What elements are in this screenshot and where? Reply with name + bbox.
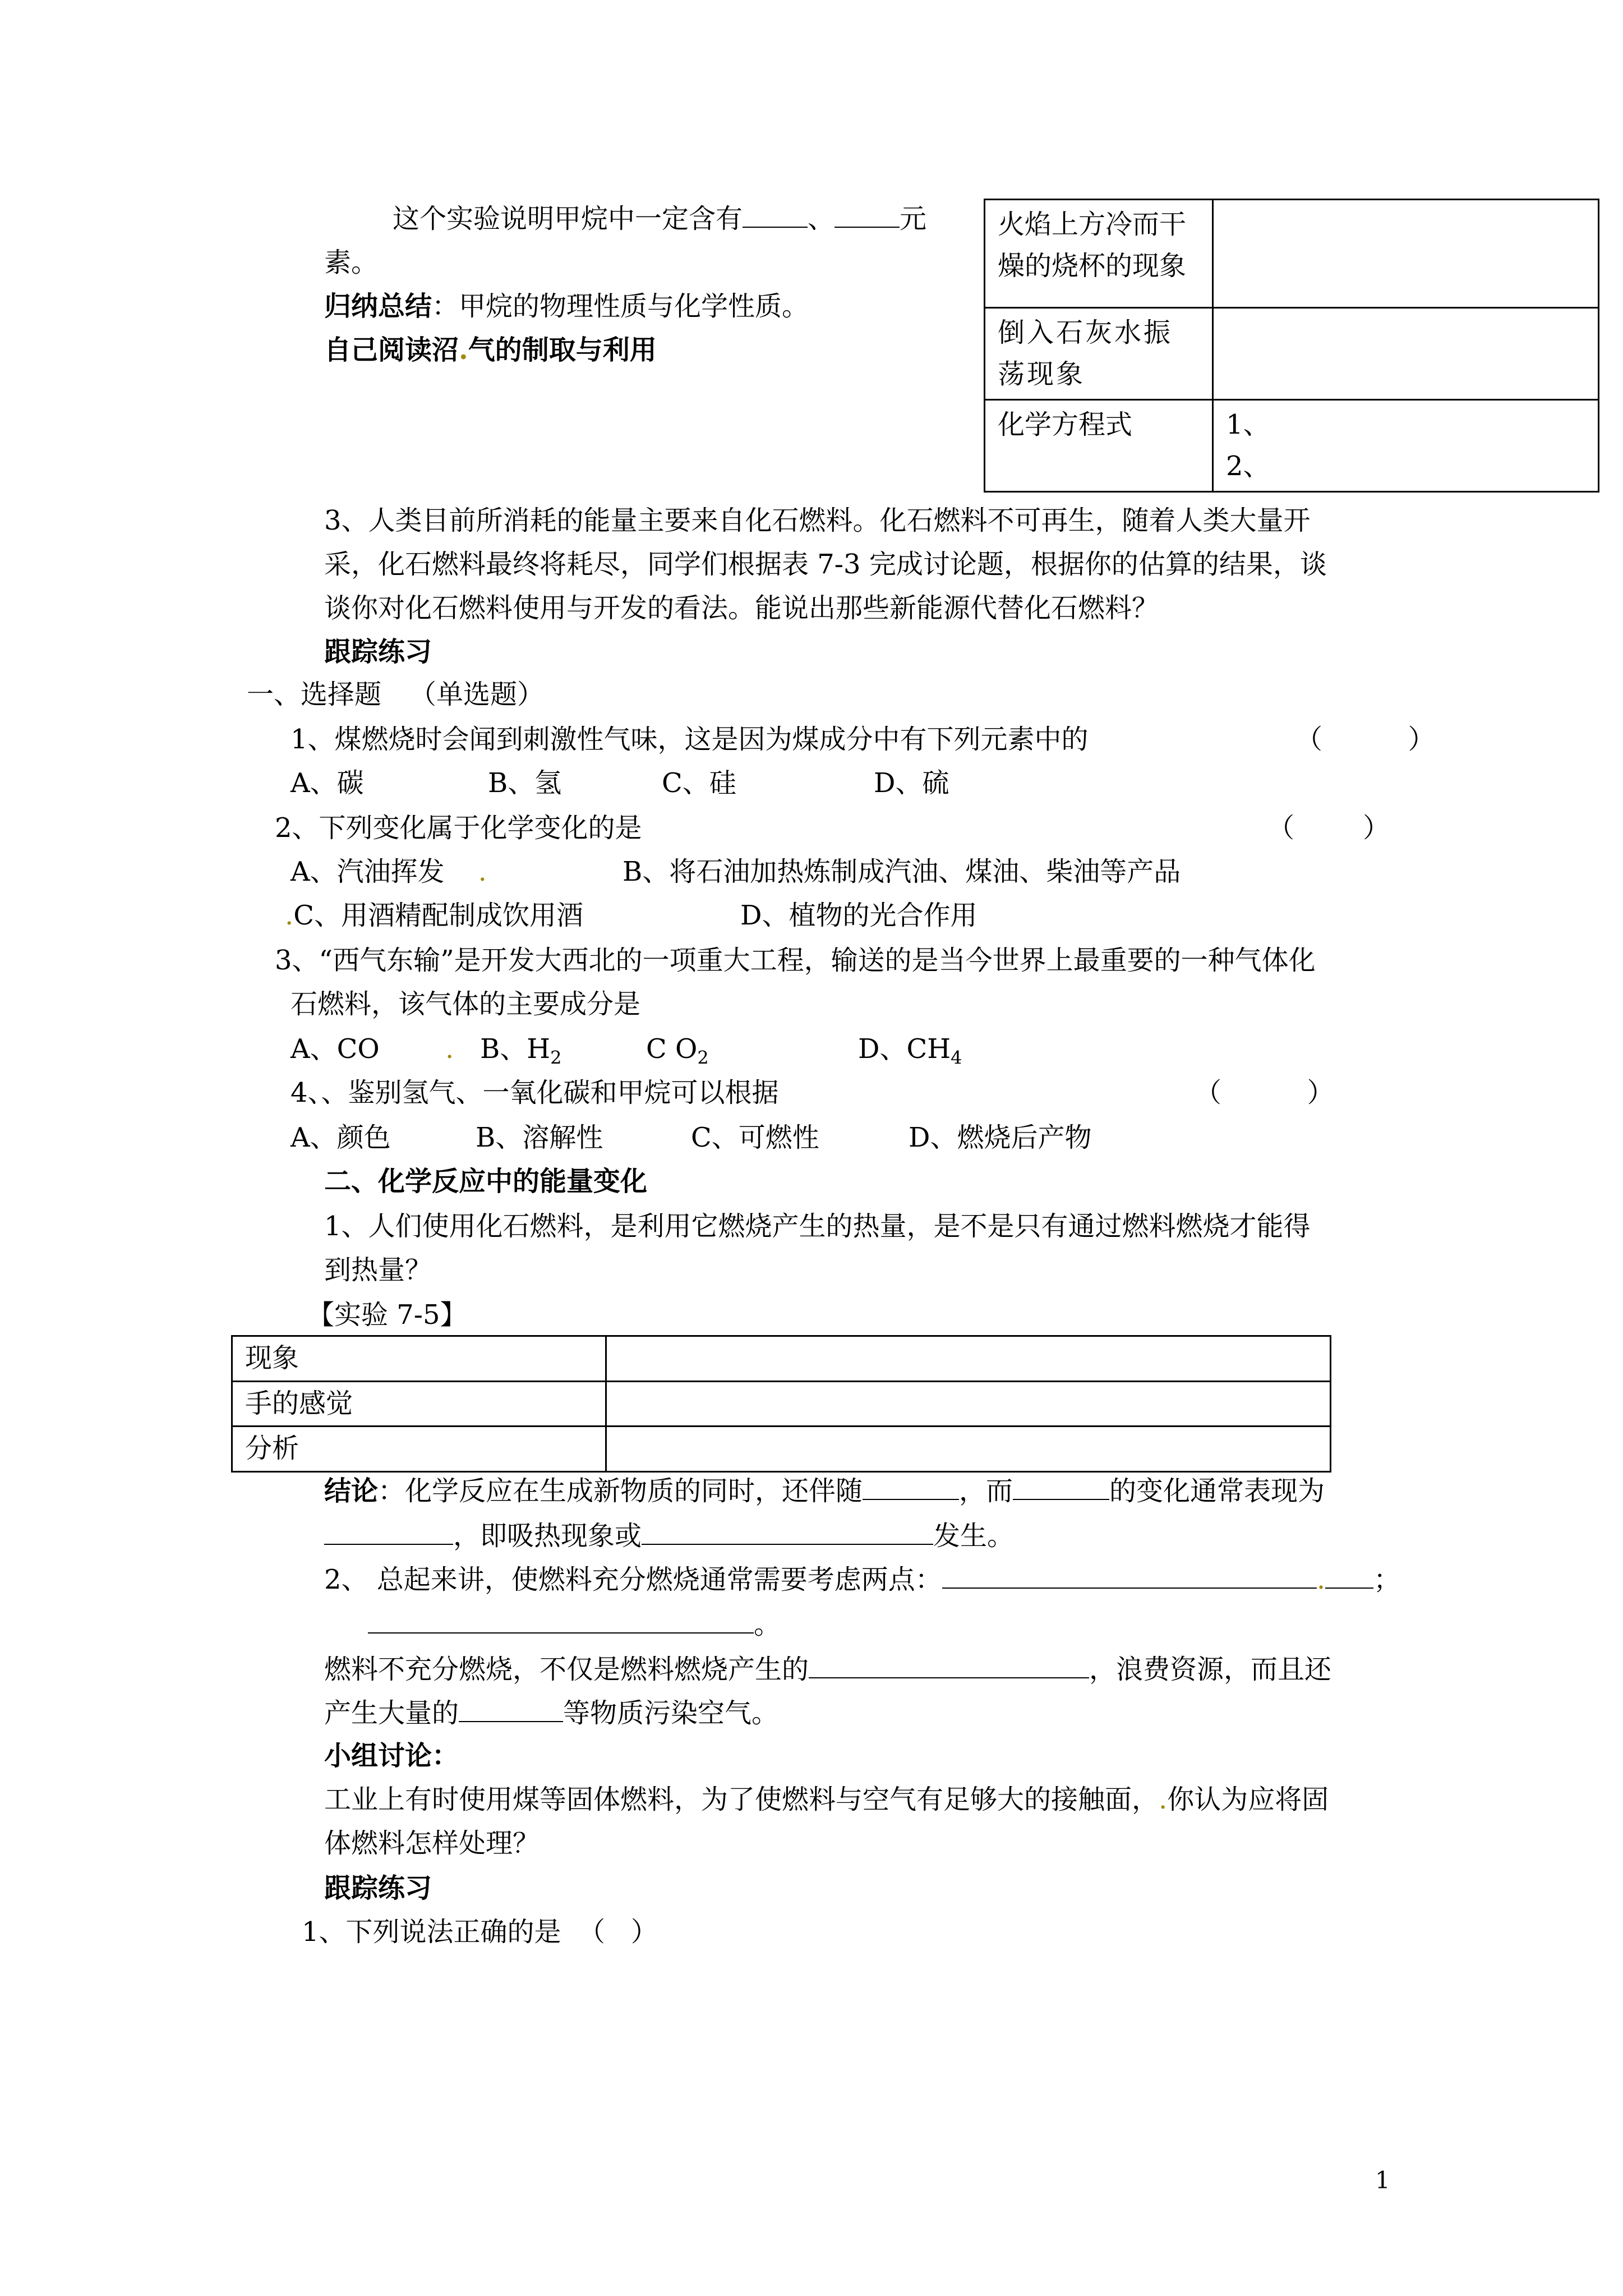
conclusion-e: 发生。: [933, 1520, 1015, 1552]
incomplete-d: 等物质污染空气。: [563, 1697, 779, 1729]
energy-q2-a: 2、 总起来讲，使燃料充分燃烧通常需要考虑两点：: [324, 1564, 942, 1595]
fill-blank[interactable]: [743, 202, 808, 228]
energy-q1-line-2: 到热量？: [324, 1254, 432, 1286]
conclusion-b: ，而: [959, 1475, 1013, 1507]
q2-stem: 2、下列变化属于化学变化的是: [275, 812, 642, 844]
q2-option-d[interactable]: D、植物的光合作用: [740, 900, 978, 931]
fill-blank[interactable]: [1013, 1474, 1109, 1500]
q2-option-b[interactable]: B、将石油加热炼制成汽油、煤油、柴油等产品: [623, 856, 1181, 887]
mc-subtitle: （单选题）: [409, 679, 545, 710]
discussion3-line-1: 3、人类目前所消耗的能量主要来自化石燃料。化石燃料不可再生，随着人类大量开: [324, 505, 1311, 536]
stray-dot: .: [459, 334, 468, 366]
fill-blank[interactable]: [942, 1563, 1317, 1589]
intro-text-2: 元: [900, 203, 927, 234]
q4-option-a[interactable]: A、颜色: [291, 1122, 391, 1153]
incomplete-b: ，浪费资源，而且还: [1089, 1654, 1332, 1685]
stray-dot: .: [445, 1033, 454, 1065]
practice-title-2: 跟踪练习: [324, 1872, 432, 1904]
q3-stem-1: 3、“西气东输”是开发大西北的一项重大工程，输送的是当今世界上最重要的一种气体化: [275, 945, 1316, 976]
table-value[interactable]: [606, 1427, 1331, 1472]
equation-1: 1、: [1226, 408, 1270, 440]
q1-option-a[interactable]: A、碳: [291, 767, 364, 799]
experiment-label: 【实验 7-5】: [307, 1299, 467, 1331]
mc-section-title: [247, 679, 544, 711]
q4-stem: 4、、鉴别氢气、一氧化碳和甲烷可以根据: [291, 1077, 779, 1108]
q4-option-b[interactable]: B、溶解性: [476, 1122, 603, 1153]
q4-answer-bracket[interactable]: （ ）: [1195, 1077, 1334, 1108]
fill-blank[interactable]: [324, 1519, 453, 1545]
incomplete-line-2: [324, 1696, 778, 1730]
fill-blank[interactable]: [368, 1608, 754, 1634]
q3-option-a[interactable]: A、CO: [291, 1033, 380, 1065]
q1-option-d[interactable]: D、硫: [874, 767, 949, 799]
table-label: 倒入石灰水振荡现象: [985, 308, 1213, 400]
discussion3-line-2: 采，化石燃料最终将耗尽，同学们根据表 7-3 完成讨论题，根据你的估算的结果，谈: [324, 549, 1327, 580]
energy-q2-end: 。: [754, 1609, 781, 1640]
conclusion-line-1: [324, 1474, 1325, 1508]
fill-blank[interactable]: [1325, 1563, 1373, 1589]
q2-answer-bracket[interactable]: （ ）: [1267, 812, 1390, 844]
table-row: [985, 308, 1599, 400]
group-title: 小组讨论：: [324, 1740, 459, 1772]
q3-option-b[interactable]: B、$H_2$: [480, 1033, 562, 1069]
q1-option-c[interactable]: C、硅: [662, 767, 736, 799]
table-row: [232, 1381, 1331, 1427]
conclusion-label: 结论: [324, 1475, 379, 1507]
q1-option-b[interactable]: B、氢: [488, 767, 562, 799]
page-number: 1: [1375, 2166, 1390, 2194]
q1-answer-bracket[interactable]: （ ）: [1295, 724, 1435, 755]
q3-option-d[interactable]: D、$CH_4$: [858, 1033, 962, 1069]
conclusion-c: 的变化通常表现为: [1109, 1475, 1325, 1507]
fill-blank[interactable]: [459, 1696, 563, 1722]
table-label: 现象: [232, 1336, 606, 1382]
table-value[interactable]: [1213, 399, 1599, 491]
energy-q1-line-1: 1、人们使用化石燃料，是利用它燃烧产生的热量，是不是只有通过燃料燃烧才能得: [324, 1211, 1311, 1242]
intro-line-2: 素。: [324, 247, 379, 278]
table-value[interactable]: [606, 1336, 1331, 1382]
table-label: 化学方程式: [985, 399, 1213, 491]
table-row: [232, 1336, 1331, 1382]
reading-b: 气的制取与利用: [468, 334, 657, 366]
table-label: 火焰上方冷而干燥的烧杯的现象: [985, 200, 1213, 308]
q3-stem-2: 石燃料，该气体的主要成分是: [291, 988, 641, 1020]
energy-section-title: 二、化学反应中的能量变化: [324, 1166, 648, 1197]
equation-2: 2、: [1226, 450, 1270, 482]
methane-observation-table: [984, 199, 1599, 493]
q4-option-c[interactable]: C、可燃性: [691, 1122, 819, 1153]
table-row: [232, 1427, 1331, 1472]
summary-line: [324, 291, 809, 323]
practice-title: 跟踪练习: [324, 636, 432, 668]
summary-text: ：甲烷的物理性质与化学性质。: [432, 291, 809, 322]
q1-stem: 1、煤燃烧时会闻到刺激性气味，这是因为煤成分中有下列元素中的: [291, 724, 1089, 755]
group-line-1: [324, 1784, 1329, 1816]
table-value[interactable]: [1213, 200, 1599, 308]
q2-option-c[interactable]: .C、用酒精配制成饮用酒: [285, 900, 583, 931]
intro-text-1: 这个实验说明甲烷中一定含有: [393, 203, 743, 234]
table-value[interactable]: [1213, 308, 1599, 400]
summary-label: 归纳总结: [324, 291, 432, 322]
intro-line-1: [393, 202, 926, 236]
energy-q2-line-1: [324, 1563, 1400, 1596]
table-row: [985, 399, 1599, 491]
q4-option-d[interactable]: D、燃烧后产物: [909, 1122, 1092, 1153]
stray-dot: .: [1316, 1564, 1326, 1595]
group-line-1b: 你认为应将固: [1167, 1784, 1329, 1815]
table-row: [985, 200, 1599, 308]
group-line-1a: 工业上有时使用煤等固体燃料，为了使燃料与空气有足够大的接触面，: [324, 1784, 1159, 1815]
conclusion-d: ，即吸热现象或: [453, 1520, 642, 1552]
table-label: 手的感觉: [232, 1381, 606, 1427]
fill-blank[interactable]: [809, 1653, 1089, 1678]
reading-line: [324, 334, 657, 367]
incomplete-c: 产生大量的: [324, 1697, 459, 1729]
energy-q2-line-2: [324, 1608, 781, 1641]
group-line-2: 体燃料怎样处理？: [324, 1828, 540, 1859]
incomplete-a: 燃料不充分燃烧，不仅是燃料燃烧产生的: [324, 1654, 809, 1685]
mc-title: 一、选择题: [247, 679, 382, 710]
stray-dot: .: [1159, 1784, 1168, 1815]
final-question: 1、下列说法正确的是 （ ）: [302, 1916, 658, 1948]
q2-option-a[interactable]: A、汽油挥发 .: [291, 856, 487, 887]
conclusion-line-2: [324, 1519, 1014, 1553]
conclusion-a: ：化学反应在生成新物质的同时，还伴随: [378, 1475, 863, 1507]
fill-blank[interactable]: [863, 1474, 959, 1500]
fill-blank[interactable]: [834, 202, 900, 228]
intro-sep: 、: [808, 203, 835, 234]
table-value[interactable]: [606, 1381, 1331, 1427]
incomplete-line-1: [324, 1653, 1331, 1686]
energy-q2-b: ；: [1373, 1564, 1401, 1595]
fill-blank[interactable]: [642, 1519, 933, 1545]
table-label: 分析: [232, 1427, 606, 1472]
experiment-table: [231, 1335, 1331, 1473]
q3-option-c[interactable]: C $O_2$: [646, 1033, 709, 1069]
discussion3-line-3: 谈你对化石燃料使用与开发的看法。能说出那些新能源代替化石燃料？: [324, 592, 1159, 624]
reading-a: 自己阅读沼: [324, 334, 459, 366]
